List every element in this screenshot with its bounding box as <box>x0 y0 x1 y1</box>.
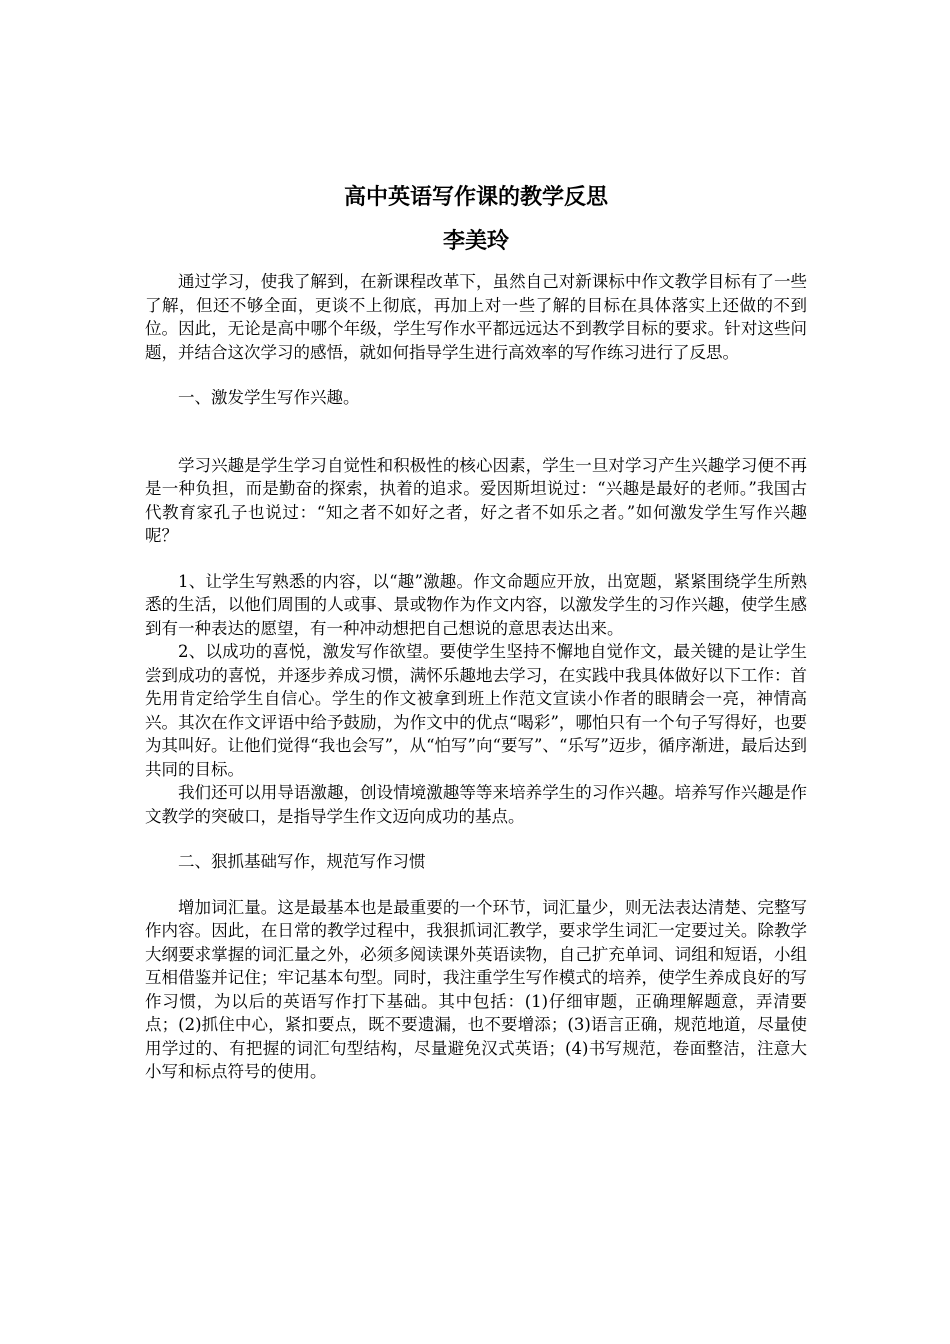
section1-paragraph-4: 我们还可以用导语激趣，创设情境激趣等等来培养学生的习作兴趣。培养写作兴趣是作文教学的突破口，是指导学生作文迈向成功的基点。 <box>145 783 807 826</box>
document-title: 高中英语写作课的教学反思 <box>343 184 608 210</box>
intro-paragraph: 通过学习，使我了解到，在新课程改革下，虽然自己对新课标中作文教学目标有了一些了解，但还不够全面，更谈不上彻底，再加上对一些了解的目标在具体落实上还做的不到位。因此，无论是高中哪个年级，学生写作水平都远远达不到教学目标的要求。针对这些问题，并结合这次学习的感悟，就如何指导学生进行高效率的写作练习进行了反思。 <box>145 272 807 362</box>
spacer <box>145 874 807 896</box>
section1-paragraph-1: 学习兴趣是学生学习自觉性和积极性的核心因素，学生一旦对学习产生兴趣学习便不再是一种负担，而是勤奋的探索，执着的追求。爱因斯坦说过：“兴趣是最好的老师。”我国古代教育家孔子也说过：“知之者不如好之者，好之者不如乐之者。”如何激发学生写作兴趣呢？ <box>145 455 807 545</box>
section-heading-1: 一、激发学生写作兴趣。 <box>178 388 360 407</box>
spacer <box>145 548 807 570</box>
section-heading-2: 二、狠抓基础写作，规范写作习惯 <box>178 852 426 871</box>
section1-paragraph-3: 2、以成功的喜悦，激发写作欲望。要使学生坚持不懈地自觉作文，最关键的是让学生尝到成功的喜悦，并逐步养成习惯，满怀乐趣地去学习，在实践中我具体做好以下工作：首先用肯定给学生自信心。学生的作文被拿到班上作范文宣读小作者的眼睛会一亮，神情高兴。其次在作文评语中给予鼓励，为作文中的优点“喝彩”，哪怕只有一个句子写得好，也要为其叫好。让他们觉得“我也会写”，从“怕写”向“要写”、“乐写”迈步，循序渐进，最后达到共同的目标。 <box>145 642 807 779</box>
spacer <box>145 828 807 850</box>
section1-paragraph-2: 1、让学生写熟悉的内容，以“趣”激趣。作文命题应开放，出宽题，紧紧围绕学生所熟悉的生活，以他们周围的人或事、景或物作为作文内容，以激发学生的习作兴趣，使学生感到有一种表达的愿望，有一种冲动想把自己想说的意思表达出来。 <box>145 571 807 638</box>
document-body <box>145 178 807 1084</box>
spacer <box>145 364 807 386</box>
document-author: 李美玲 <box>442 228 509 254</box>
spacer <box>145 410 807 454</box>
section2-paragraph-1: 增加词汇量。这是最基本也是最重要的一个环节，词汇量少，则无法表达清楚、完整写作内容。因此，在日常的教学过程中，我狠抓词汇教学，要求学生词汇一定要过关。除教学大纲要求掌握的词汇量之外，必须多阅读课外英语读物，自己扩充单词、词组和短语，小组互相借鉴并记住；牢记基本句型。同时，我注重学生写作模式的培养，使学生养成良好的写作习惯，为以后的英语写作打下基础。其中包括：(1)仔细审题，正确理解题意，弄清要点；(2)抓住中心，紧扣要点，既不要遗漏，也不要增添；(3)语言正确，规范地道，尽量使用学过的、有把握的词汇句型结构，尽量避免汉式英语；(4)书写规范，卷面整洁，注意大小写和标点符号的使用。 <box>145 897 807 1081</box>
